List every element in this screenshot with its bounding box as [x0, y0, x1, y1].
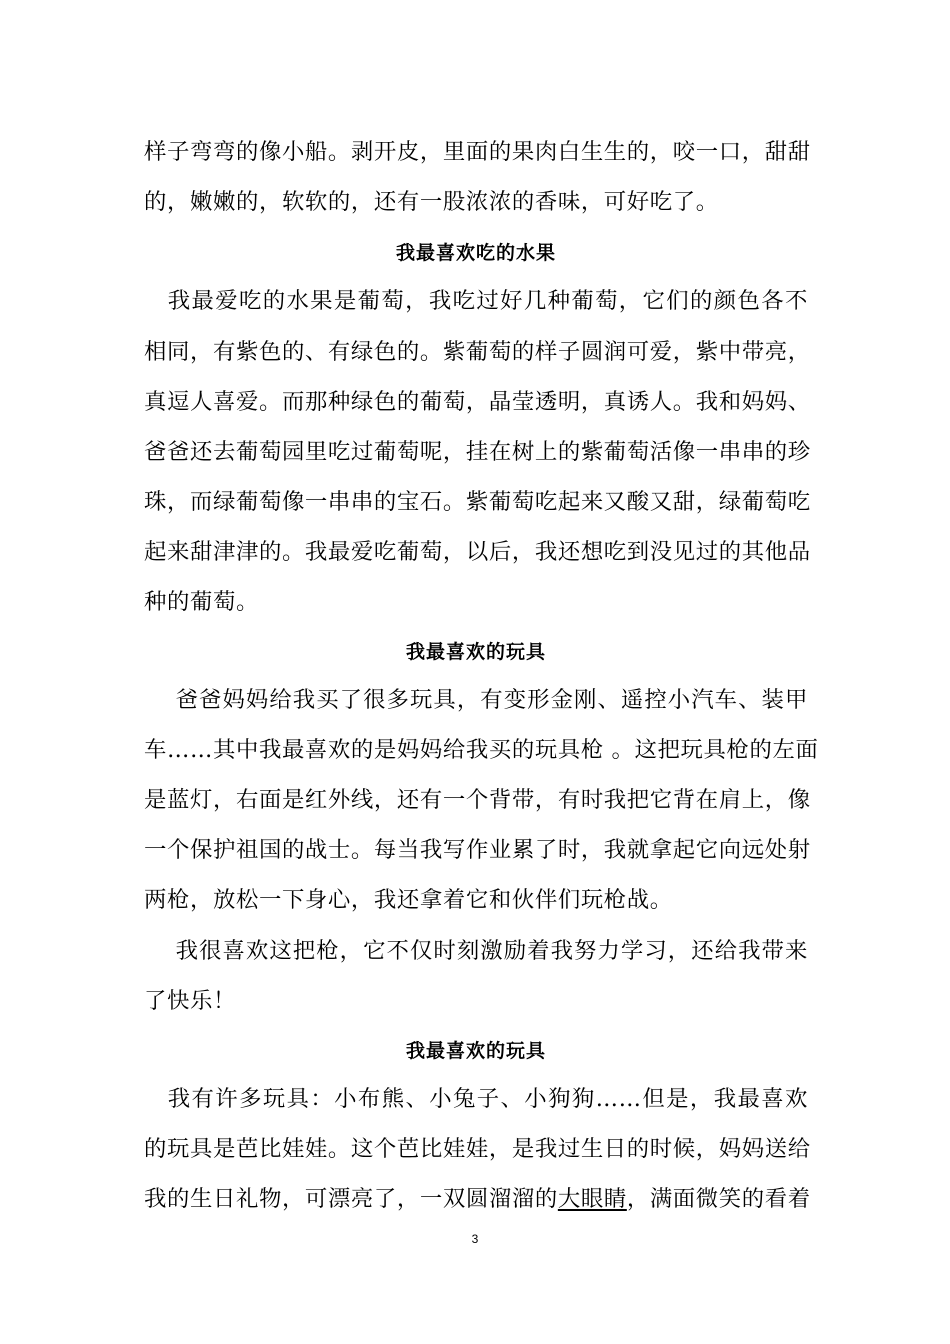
paragraph-line: 样子弯弯的像小船。剥开皮，里面的果肉白生生的，咬一口，甜甜 — [144, 139, 811, 165]
paragraph-line: 的玩具是芭比娃娃。这个芭比娃娃，是我过生日的时候，妈妈送给 — [144, 1136, 811, 1162]
text-segment: 我的生日礼物，可漂亮了，一双圆溜溜的 — [144, 1186, 558, 1212]
text-segment: ，满面微笑的看着 — [626, 1186, 811, 1212]
paragraph-line: 真逗人喜爱。而那种绿色的葡萄，晶莹透明，真诱人。我和妈妈、 — [144, 389, 811, 415]
paragraph-line: 我很喜欢这把枪，它不仅时刻激励着我努力学习，还给我带来 — [144, 938, 808, 964]
section-heading-toy-2: 我最喜欢的玩具 — [405, 1040, 546, 1062]
paragraph-line-last — [144, 1184, 811, 1214]
paragraph-line: 两枪，放松一下身心，我还拿着它和伙伴们玩枪战。 — [144, 887, 673, 913]
paragraph-line: 爸爸妈妈给我买了很多玩具，有变形金刚、遥控小汽车、装甲 — [144, 687, 808, 713]
section-heading-toy: 我最喜欢的玩具 — [405, 641, 546, 663]
paragraph-line: 了快乐！ — [144, 988, 236, 1014]
paragraph-line: 一个保护祖国的战士。每当我写作业累了时，我就拿起它向远处射 — [144, 837, 811, 863]
paragraph-line: 种的葡萄。 — [144, 589, 259, 615]
paragraph-line: 的，嫩嫩的，软软的，还有一股浓浓的香味，可好吃了。 — [144, 189, 719, 215]
section-heading-fruit: 我最喜欢吃的水果 — [395, 242, 556, 264]
paragraph-line: 相同，有紫色的、有绿色的。紫葡萄的样子圆润可爱，紫中带亮， — [144, 339, 811, 365]
paragraph-line: 爸爸还去葡萄园里吃过葡萄呢，挂在树上的紫葡萄活像一串串的珍 — [144, 439, 811, 465]
paragraph-line: 是蓝灯，右面是红外线，还有一个背带，有时我把它背在肩上，像 — [144, 787, 811, 813]
paragraph-line: 我有许多玩具：小布熊、小兔子、小狗狗……但是，我最喜欢 — [144, 1086, 808, 1112]
paragraph-line: 起来甜津津的。我最爱吃葡萄，以后，我还想吃到没见过的其他品 — [144, 539, 811, 565]
paragraph-line: 我最爱吃的水果是葡萄，我吃过好几种葡萄，它们的颜色各不 — [144, 288, 808, 314]
underlined-phrase: 大眼睛 — [557, 1186, 627, 1212]
page-number: 3 — [471, 1232, 479, 1246]
paragraph-line: 珠，而绿葡萄像一串串的宝石。紫葡萄吃起来又酸又甜，绿葡萄吃 — [144, 489, 811, 515]
paragraph-line: 车……其中我最喜欢的是妈妈给我买的玩具枪 。这把玩具枪的左面 — [144, 737, 819, 763]
